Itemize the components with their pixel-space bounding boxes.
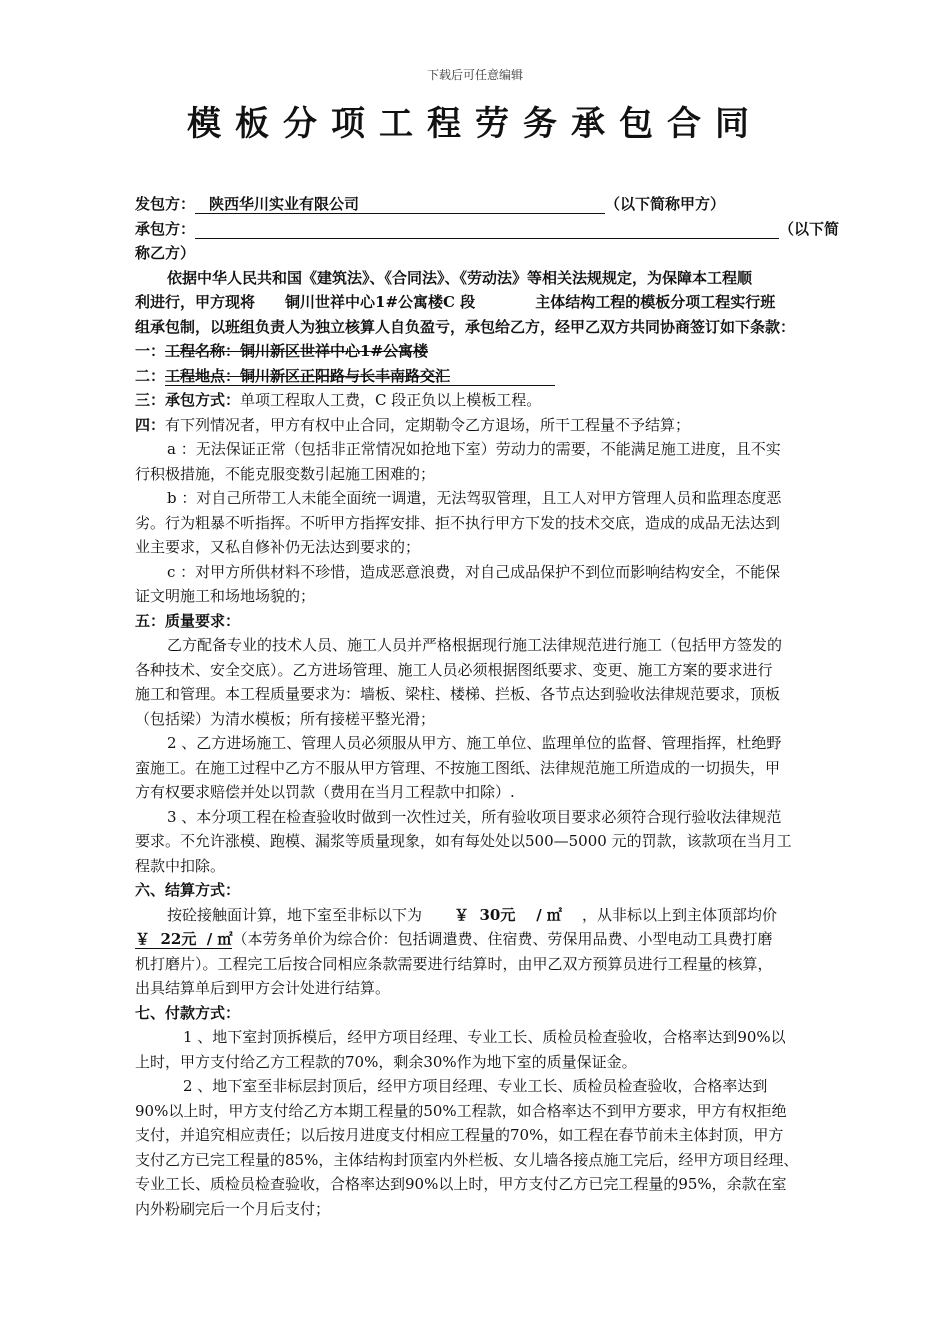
section-5-title: 五：质量要求：: [135, 611, 241, 630]
section-5-p3-1: 3 、本分项工程在检查验收时做到一次性过关，所有验收项目要求必须符合现行验收法律规范: [167, 807, 782, 826]
section-5-p1-1: 乙方配备专业的技术人员、施工人员并严格根据现行施工法律规范进行施工（包括甲方签发的: [167, 636, 783, 654]
section-7-p2-5: 专业工长、质检员检查验收，合格率达到90%以上时，甲方支付乙方已完工程量的95%，余款在室: [135, 1175, 787, 1193]
section-2: [135, 364, 857, 389]
party-a-name-field: [195, 195, 605, 214]
price-basement: ￥ 30元 / ㎡: [454, 905, 562, 924]
section-2-text: 工程地点：铜川新区正阳路与长丰南路交汇: [165, 367, 555, 386]
section-4-text: 有下列情况者，甲方有权中止合同，定期勒令乙方退场，所干工程量不予结算；: [165, 415, 691, 434]
section-7-p1-2: 上时，甲方支付给乙方工程款的70%，剩余30%作为地下室的质量保证金。: [135, 1052, 637, 1071]
section-5-p2-3: 方有权要求赔偿并处以罚款（费用在当月工程款中扣除）.: [135, 783, 515, 801]
header-note: 下载后可任意编辑: [426, 68, 523, 82]
section-5-p3-3: 程款中扣除。: [135, 856, 226, 875]
section-7-title: 七、付款方式：: [135, 1003, 241, 1022]
section-3-text: 单项工程取人工费，C 段正负以上模板工程。: [240, 391, 542, 409]
section-5-p1-4: （包括梁）为清水模板；所有接槎平整光滑；: [135, 709, 436, 728]
section-5-p2-1: 2 、乙方进场施工、管理人员必须服从甲方、施工单位、监理单位的监督、管理指挥，杜绝野: [167, 734, 782, 752]
section-3-label: 三：: [135, 391, 166, 409]
section-4-c-1: c ：对甲方所供材料不珍惜，造成恶意浪费，对自己成品保护不到位而影响结构安全，不能保: [167, 562, 781, 581]
section-6-line-2-text: （本劳务单价为综合价：包括调遣费、住宿费、劳保用品费、小型电动工具费打磨: [232, 930, 773, 948]
section-6-line-1a: 按砼接触面计算，地下室至非标以下为: [167, 905, 423, 924]
section-3-title: 承包方式：: [165, 391, 241, 409]
intro-line-2: [135, 290, 857, 315]
section-7-p2-3: 支付，并追究相应责任；以后按月进度支付相应工程量的70%，如工程在春节前未主体封顶，甲方: [135, 1126, 784, 1144]
party-b-label: 承包方：: [135, 219, 196, 238]
intro-line-3: 组承包制，以班组负责人为独立核算人自负盈亏，承包给乙方，经甲乙双方共同协商签订如下条款：: [135, 317, 796, 336]
section-2-label: 二：: [135, 366, 166, 385]
section-6-line-2: [135, 927, 857, 952]
section-7-p2-4: 支付乙方已完工程量的85%，主体结构封顶室内外栏板、女儿墙各接点施工完后，经甲方项目经理、: [135, 1150, 799, 1169]
party-b-line-2: 称乙方）: [135, 244, 196, 262]
page-title: 模板分项工程劳务承包合同: [187, 104, 763, 144]
intro-line-1: 依据中华人民共和国《建筑法》、《合同法》、《劳动法》等相关法规规定，为保障本工程顺: [167, 268, 753, 287]
section-4-c-2: 证文明施工和场地场貌的；: [135, 587, 316, 605]
section-4: [135, 413, 857, 438]
party-b-line: [135, 217, 857, 242]
section-5-p1-3: 施工和管理。本工程质量要求为：墙板、梁柱、楼梯、拦板、各节点达到验收法律规范要求，顶板: [135, 685, 781, 703]
party-a-line: [135, 192, 857, 217]
section-1: [135, 339, 857, 364]
section-7-p2-6: 内外粉刷完后一个月后支付；: [135, 1199, 331, 1218]
section-6-line-4: 出具结算单后到甲方会计处进行结算。: [135, 979, 391, 997]
section-6-line-3: 机打磨片）。工程完工后按合同相应条款需要进行结算时，由甲乙双方预算员进行工程量的核算，: [135, 954, 773, 973]
section-4-b-3: 业主要求，又私自修补仍无法达到要求的；: [135, 538, 421, 556]
section-5-p2-2: 蛮施工。在施工过程中乙方不服从甲方管理、不按施工图纸、法律规范施工所造成的一切损失，甲: [135, 758, 781, 777]
section-5-p3-2: 要求。不允许涨模、跑模、漏浆等质量现象，如有每处处以500—5000 元的罚款，该款项在当月工: [135, 832, 792, 850]
party-a-suffix: （以下简称甲方）: [605, 195, 726, 213]
section-3: [135, 388, 857, 413]
section-6-line-1b: ，从非标以上到主体顶部均价: [582, 905, 778, 924]
section-7-p2-2: 90%以上时，甲方支付给乙方本期工程量的50%工程款，如合格率达不到甲方要求，甲方有权拒绝: [135, 1101, 787, 1120]
section-6-line-1: [135, 903, 857, 928]
section-4-label: 四：: [135, 415, 166, 434]
section-7-p1-1: 1 、地下室封顶拆模后，经甲方项目经理、专业工长、质检员检查验收，合格率达到90%以: [183, 1028, 786, 1046]
section-4-a-2: 行积极措施，不能克服变数引起施工困难的；: [135, 464, 436, 483]
section-1-text: 工程名称：铜川新区世祥中心1#公寓楼: [165, 342, 429, 360]
section-4-b-1: b ：对自己所带工人未能全面统一调遣，无法驾驭管理，且工人对甲方管理人员和监理态度恶: [167, 489, 782, 507]
section-4-b-2: 劣。行为粗暴不听指挥。不听甲方指挥安排、拒不执行甲方下发的技术交底，造成的成品无法达到: [135, 513, 781, 532]
section-6-title: 六、结算方式：: [135, 881, 241, 899]
intro-line-2c: 主体结构工程的模板分项工程实行班: [535, 293, 776, 311]
party-b-suffix: （以下简: [779, 219, 840, 238]
party-a-name: 陕西华川实业有限公司: [209, 195, 360, 213]
intro-line-2a: 利进行，甲方现将: [135, 293, 256, 311]
party-b-name-field: [195, 220, 779, 239]
section-7-p2-1: 2 、地下室至非标层封顶后，经甲方项目经理、专业工长、质检员检查验收，合格率达到: [183, 1077, 768, 1095]
contract-body: [135, 192, 857, 1221]
section-1-label: 一：: [135, 342, 166, 360]
section-5-p1-2: 各种技术、安全交底）。乙方进场管理、施工人员必须根据图纸要求、变更、施工方案的要求进行: [135, 660, 773, 679]
price-main: ￥ 22元 / ㎡: [135, 930, 233, 948]
party-a-label: 发包方：: [135, 195, 196, 213]
project-name: 铜川世祥中心1#公寓楼C 段: [285, 293, 476, 311]
section-4-a-1: a ：无法保证正常（包括非正常情况如抢地下室）劳动力的需要，不能满足施工进度，且不实: [167, 440, 781, 458]
